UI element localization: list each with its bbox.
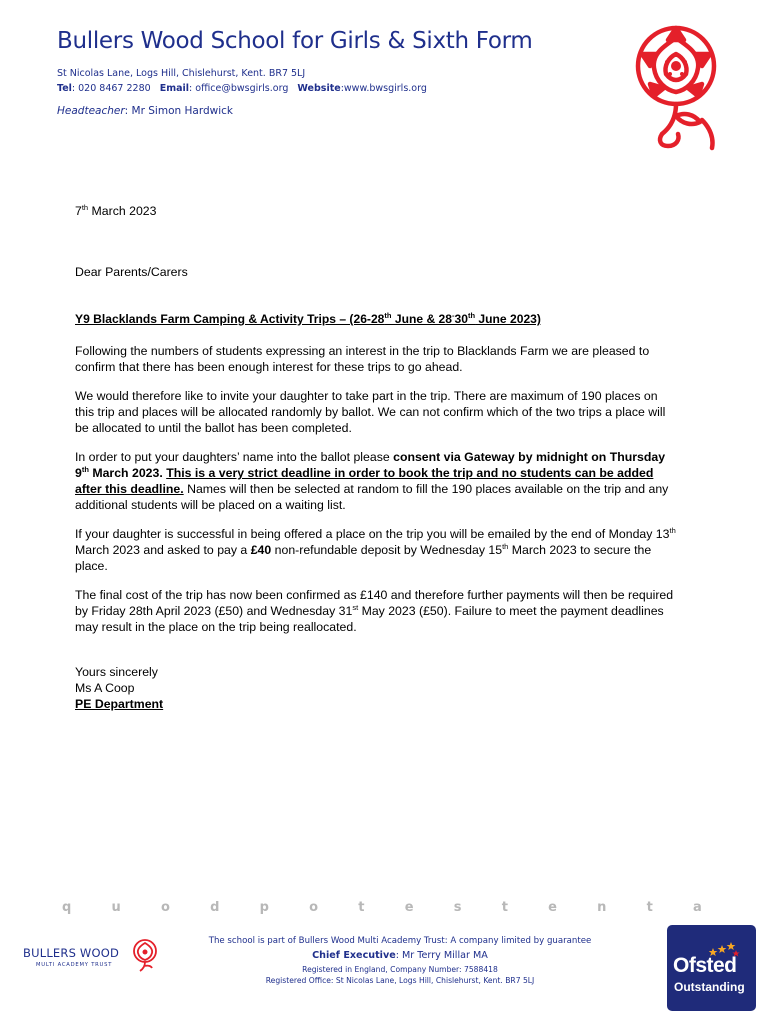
- letter-greeting: Dear Parents/Carers: [75, 265, 188, 279]
- trust-logo: [23, 937, 163, 973]
- ofsted-badge: [667, 925, 756, 1011]
- school-name: Bullers Wood School for Girls & Sixth Form: [57, 28, 533, 54]
- tudor-rose-icon: [129, 937, 161, 973]
- letter-subject: Y9 Blacklands Farm Camping & Activity Trips – (26-28th June & 28-30th June 2023): [75, 311, 541, 326]
- paragraph-payments: The final cost of the trip has now been confirmed as £140 and therefore further payments will then be required by Friday 28th April 2023 (£50) and Wednesday 31st May 2023 (£50). Failure to meet the payment deadlines may result in the place on the trip being reallocated.: [75, 588, 674, 634]
- trust-logo-name: BULLERS WOOD: [23, 946, 120, 960]
- paragraph-deposit: If your daughter is successful in being offered a place on the trip you will be emailed by the end of Monday 13th March 2023 and asked to pay a £40 non-refundable deposit by Wednesday 15th March 2023 to secure the place.: [75, 526, 676, 573]
- school-motto: q u o d p o t e s t e n t a: [62, 900, 702, 915]
- footer-trust-line: The school is part of Bullers Wood Multi Academy Trust: A company limited by guarantee: [208, 936, 592, 946]
- signatory-name: Ms A Coop: [75, 681, 135, 695]
- footer-office-line: Registered Office: St Nicolas Lane, Logs Hill, Chislehurst, Kent. BR7 5LJ: [265, 976, 535, 985]
- headteacher-line: [57, 105, 233, 117]
- paragraph-invitation: We would therefore like to invite your daughter to take part in the trip. There are maximum of 190 places on this trip and places will be allocated randomly by ballot. We can not confirm which of the two trips a place will be allocated to until the ballot has been completed.: [75, 389, 666, 435]
- letter-signoff: [75, 664, 679, 712]
- headteacher-label: Headteacher: [57, 105, 125, 117]
- email-value: : office@bwsgirls.org: [189, 83, 289, 94]
- website-value: :www.bwsgirls.org: [340, 83, 427, 94]
- school-contact: [57, 83, 427, 94]
- paragraph-interest: Following the numbers of students expressing an interest in the trip to Blacklands Farm we are pleased to confirm that there has been enough interest for these trips to go ahead.: [75, 344, 650, 374]
- paragraph-ballot: In order to put your daughters’ name into the ballot please consent via Gateway by midnight on Thursday 9th March 2023. This is a very strict deadline in order to book the trip and no students can be added after this deadline. Names will then be selected at random to fill the 190 places available on the trip and any additional students will be placed on a waiting list.: [75, 450, 669, 512]
- tudor-rose-icon: [622, 16, 730, 154]
- footer-registration-line: Registered in England, Company Number: 7588418: [302, 965, 498, 974]
- ofsted-name: Ofsted: [673, 954, 737, 977]
- headteacher-name: : Mr Simon Hardwick: [124, 105, 233, 117]
- signatory-department: PE Department: [75, 697, 164, 711]
- trust-logo-subtitle: MULTI ACADEMY TRUST: [36, 962, 113, 968]
- ofsted-grade: Outstanding: [674, 980, 745, 994]
- school-address: St Nicolas Lane, Logs Hill, Chislehurst, Kent. BR7 5LJ: [57, 68, 306, 79]
- closing-line: Yours sincerely: [75, 665, 158, 679]
- footer-ceo-line: Chief Executive: Mr Terry Millar MA: [312, 950, 488, 961]
- tel-value: : 020 8467 2280: [71, 83, 151, 94]
- tel-label: Tel: [57, 83, 72, 94]
- email-label: Email: [159, 83, 190, 94]
- letter-date: 7th March 2023: [75, 203, 157, 218]
- website-label: Website: [297, 83, 341, 94]
